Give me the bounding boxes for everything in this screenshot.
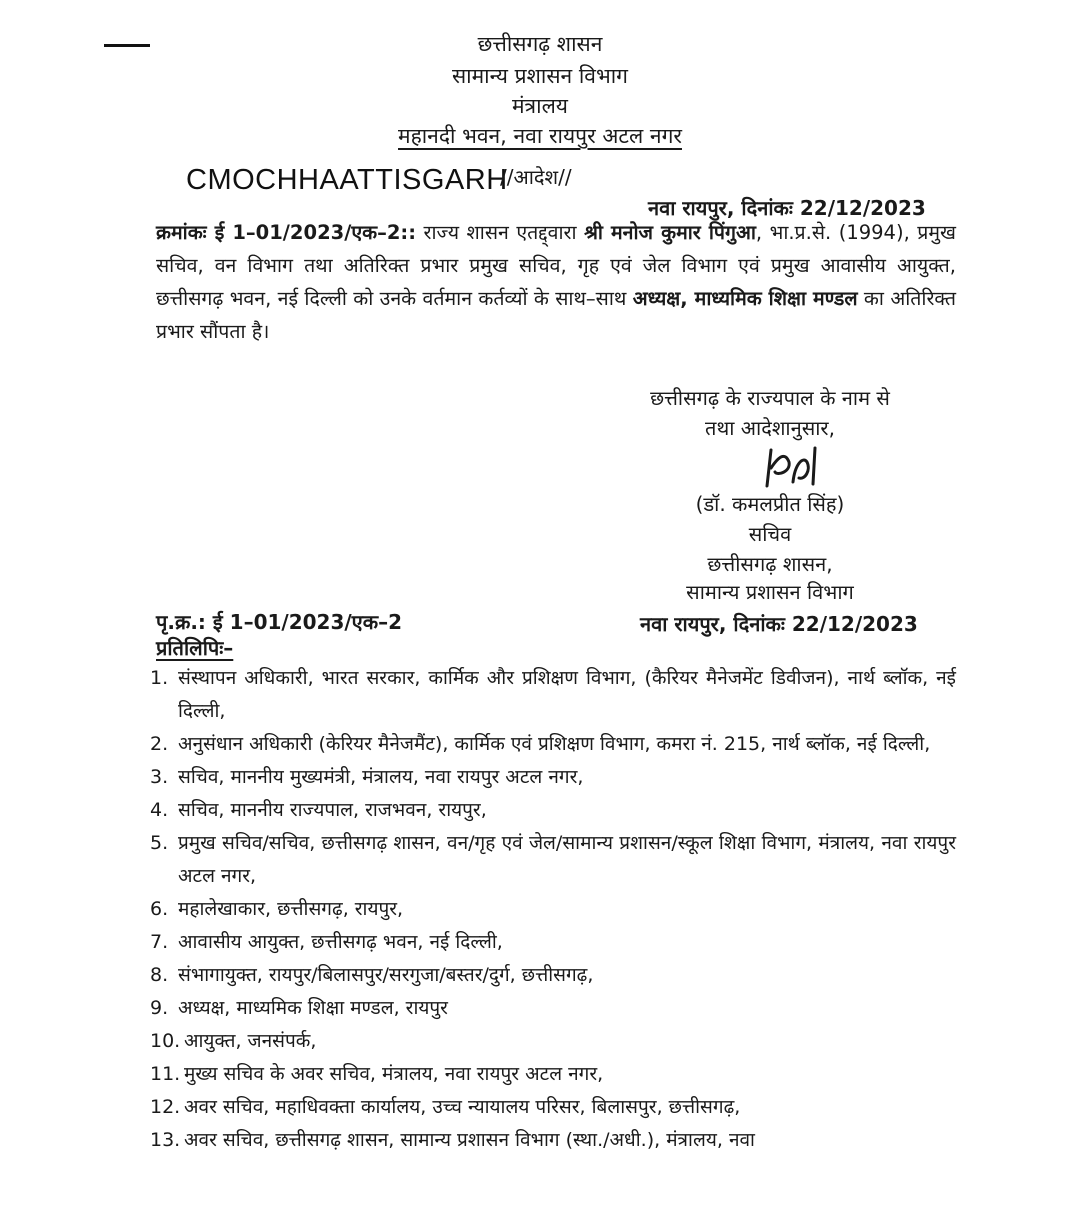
authority-line-2: तथा आदेशानुसार, [705,416,835,440]
order-body [156,216,956,348]
header-address: महानदी भवन, नवा रायपुर अटल नगर [398,124,682,148]
list-text: अवर सचिव, महाधिवक्ता कार्यालय, उच्च न्यायालय परिसर, बिलासपुर, छत्तीसगढ़, [184,1096,741,1118]
list-text: अनुसंधान अधिकारी (केरियर मैनेजमैंट), कार्मिक एवं प्रशिक्षण विभाग, कमरा नं. 215, नार्थ ब्लॉक, नई दिल्ली, [178,733,931,755]
list-text: प्रमुख सचिव/सचिव, छत्तीसगढ़ शासन, वन/गृह एवं जेल/सामान्य प्रशासन/स्कूल शिक्षा विभाग, मंत्रालय, नवा रायपुर अटल नगर, [178,832,956,887]
list-item [150,728,956,761]
list-number: 3. [150,766,169,788]
order-ref-number: क्रमांकः ई 1–01/2023/एक–2:: [156,221,417,244]
list-text: आवासीय आयुक्त, छत्तीसगढ़ भवन, नई दिल्ली, [178,931,503,953]
list-number: 4. [150,799,169,821]
list-item [150,662,956,728]
list-number: 2. [150,733,169,755]
list-item [150,1124,956,1157]
list-item [150,1058,956,1091]
header-department: सामान्य प्रशासन विभाग [451,64,629,88]
signatory-name: (डॉ. कमलप्रीत सिंह) [695,492,845,516]
list-item [150,827,956,893]
order-label: //आदेश// [500,165,572,189]
list-item [150,959,956,992]
order-text-c: का अतिरिक्त प्रभार सौंपता है। [156,287,956,343]
list-text: सचिव, माननीय राज्यपाल, राजभवन, रायपुर, [178,799,487,821]
order-date: नवा रायपुर, दिनांकः 22/12/2023 [648,196,926,220]
order-text-a: राज्य शासन एतद्द्वारा [416,221,585,244]
additional-post: अध्यक्ष, माध्यमिक शिक्षा मण्डल [632,287,858,310]
list-text: अवर सचिव, छत्तीसगढ़ शासन, सामान्य प्रशासन विभाग (स्था./अधी.), मंत्रालय, नवा [184,1129,755,1151]
list-text: महालेखाकार, छत्तीसगढ़, रायपुर, [178,898,404,920]
list-text: सचिव, माननीय मुख्यमंत्री, मंत्रालय, नवा रायपुर अटल नगर, [178,766,584,788]
watermark-text: CMOCHHAATTISGARH [186,164,508,196]
signatory-designation: सचिव [748,522,792,546]
list-text: मुख्य सचिव के अवर सचिव, मंत्रालय, नवा रायपुर अटल नगर, [184,1063,604,1085]
list-number: 10. [150,1030,181,1052]
list-item [150,926,956,959]
list-item [150,794,956,827]
signatory-office-2: सामान्य प्रशासन विभाग [686,580,854,604]
officer-name: श्री मनोज कुमार पिंगुआ [584,221,756,244]
list-item [150,761,956,794]
copy-list [150,662,956,1157]
list-number: 11. [150,1063,181,1085]
authority-line-1: छत्तीसगढ़ के राज्यपाल के नाम से [650,386,890,410]
list-item [150,893,956,926]
endorsement-date: नवा रायपुर, दिनांकः 22/12/2023 [640,612,918,636]
list-item [150,992,956,1025]
list-number: 6. [150,898,169,920]
order-text-b: , भा.प्र.से. (1994), प्रमुख सचिव, वन विभाग तथा अतिरिक्त प्रभार प्रमुख सचिव, गृह एवं जेल विभाग एवं प्रमुख आवासीय आयुक्त, छत्तीसगढ़ भवन, नई दिल्ली को उनके वर्तमान कर्तव्यों के साथ–साथ [156,221,956,310]
list-text: संभागायुक्त, रायपुर/बिलासपुर/सरगुजा/बस्तर/दुर्ग, छत्तीसगढ़, [178,964,594,986]
header-ministry: मंत्रालय [511,94,568,118]
list-number: 7. [150,931,169,953]
list-item [150,1025,956,1058]
list-number: 8. [150,964,169,986]
list-number: 5. [150,832,169,854]
list-number: 1. [150,667,169,689]
signature-mark [755,442,835,492]
list-text: संस्थापन अधिकारी, भारत सरकार, कार्मिक और प्रशिक्षण विभाग, (कैरियर मैनेजमेंट डिवीजन), नार्थ ब्लॉक, नई दिल्ली, [178,667,956,722]
list-text: आयुक्त, जनसंपर्क, [184,1030,317,1052]
copy-heading: प्रतिलिपिः– [156,636,234,660]
list-text: अध्यक्ष, माध्यमिक शिक्षा मण्डल, रायपुर [178,997,448,1019]
list-number: 9. [150,997,169,1019]
list-number: 13. [150,1129,181,1151]
endorsement-ref: पृ.क्र.: ई 1–01/2023/एक–2 [156,610,403,634]
signatory-office-1: छत्तीसगढ़ शासन, [707,552,833,576]
header-government: छत्तीसगढ़ शासन [477,32,603,56]
list-item [150,1091,956,1124]
list-number: 12. [150,1096,181,1118]
